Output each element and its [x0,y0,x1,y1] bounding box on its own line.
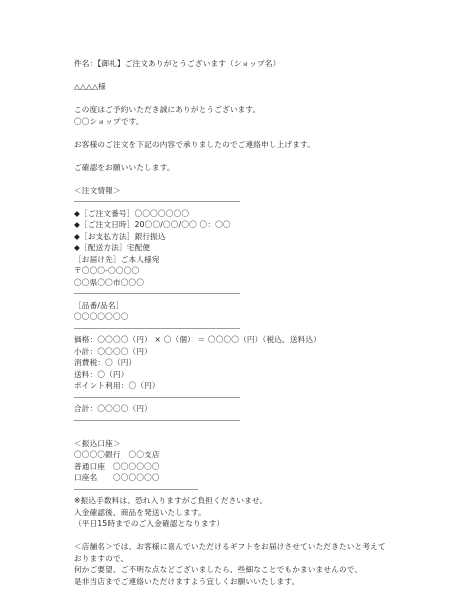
email-body [74,58,454,587]
order-date: ◆［ご注文日時］20〇〇/〇〇/〇〇 〇：〇〇 [74,220,231,229]
closing-line: ＜店舗名＞では、お客様に喜んでいただけるギフトをお届けさせていただきたいと考えて [74,542,386,551]
divider [74,392,454,404]
greeting-line: この度はご予約いただき誠にありがとうございます。 [74,105,261,114]
order-info-heading: ＜注文情報＞ [74,185,121,195]
bank-heading: ＜振込口座＞ [74,438,121,448]
closing-line: 是非当店までご連絡いただけますよう宜しくお願いいたします。 [74,576,300,586]
closing-line: おりますので、 [74,553,129,563]
closing-line: 何かご要望、ご不明な点などございましたら、些細なことでもかまいませんので、 [74,565,363,574]
account-type: 普通口座 〇〇〇〇〇〇 [74,461,160,471]
order-number: ◆［ご注文番号］〇〇〇〇〇〇〇 [74,208,190,218]
divider [74,415,454,427]
spacer [74,426,454,438]
spacer [74,70,454,82]
consumption-tax: 消費税：〇（円） [74,358,137,367]
payment-method: ◆［お支払方法］銀行振込 [74,231,166,241]
divider [74,484,454,496]
address: 〇〇県〇〇市〇〇〇 [74,277,145,287]
product-name: 〇〇〇〇〇〇〇 [74,312,129,321]
bank-note: ※振込手数料は、恐れ入りますがご負担くださいませ。 [74,496,268,505]
shipping-method: ◆［配送方法］宅配便 [74,243,151,252]
points-used: ポイント利用：〇（円） [74,381,160,390]
bank-note: （平日15時までのご入金確認となります） [74,519,225,528]
shipping-fee: 送料：〇（円） [74,369,129,379]
confirm-request: ご確認をお願いいたします。 [74,162,175,172]
delivery-address-label: ［お届け先］ご本人様宛 [74,254,160,264]
spacer [74,150,454,162]
spacer [74,93,454,105]
subtotal: 小計：〇〇〇〇（円） [74,346,152,356]
divider [74,323,454,335]
divider [74,196,454,208]
recipient-name: △△△△様 [74,82,106,91]
price-line: 価格：〇〇〇〇（円） × 〇（個） ＝ 〇〇〇〇（円）（税込、送料込） [74,335,322,344]
postal-code: 〒〇〇〇-〇〇〇〇 [74,266,140,275]
bank-name: 〇〇〇〇銀行 〇〇支店 [74,450,160,459]
spacer [74,530,454,542]
spacer [74,173,454,185]
account-holder: 口座名 〇〇〇〇〇〇 [74,473,160,482]
spacer [74,127,454,139]
divider [74,288,454,300]
greeting-line: 〇〇ショップです。 [74,116,144,126]
subject-line: 件名：【御礼】ご注文ありがとうございます（ショップ名） [74,59,281,68]
total: 合計：〇〇〇〇（円） [74,404,152,413]
intro-text: お客様のご注文を下記の内容で承りましたのでご連絡申し上げます。 [74,139,315,149]
product-label: ［品番/品名］ [74,300,124,310]
bank-note: 入金確認後、商品を発送いたします。 [74,507,206,517]
